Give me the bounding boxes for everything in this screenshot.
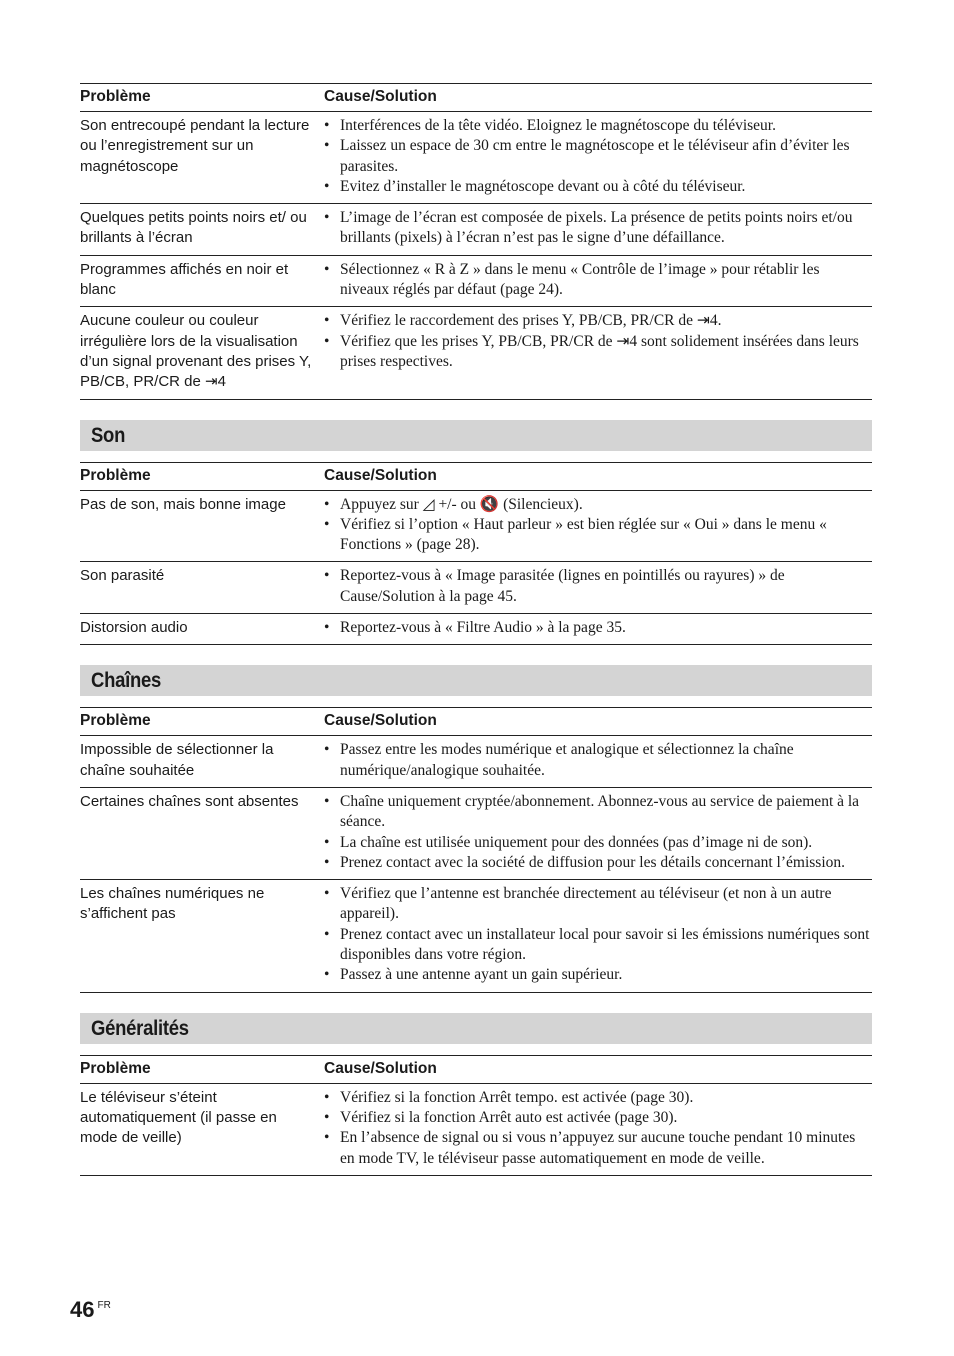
solution-cell bbox=[324, 880, 872, 992]
section-son bbox=[80, 420, 872, 646]
solution-item: • Sélectionnez « R à Z » dans le menu « Contrôle de l’image » pour rétablir les niveaux réglés par défaut (page 24). bbox=[324, 260, 872, 301]
solution-item: • Vérifiez si l’option « Haut parleur » est bien réglée sur « Oui » dans le menu « Fonctions » (page 28). bbox=[324, 515, 872, 556]
table-row bbox=[80, 255, 872, 307]
table-row bbox=[80, 490, 872, 562]
table-row bbox=[80, 112, 872, 204]
solution-item: • Interférences de la tête vidéo. Eloignez le magnétoscope du téléviseur. bbox=[324, 116, 872, 136]
solution-item: • Prenez contact avec un installateur local pour savoir si les émissions numériques sont disponibles dans votre région. bbox=[324, 925, 872, 966]
problem-cell: Les chaînes numériques ne s’affichent pas bbox=[80, 880, 324, 992]
solution-item: • Evitez d’installer le magnétoscope devant ou à côté du téléviseur. bbox=[324, 177, 872, 197]
problem-cell: Impossible de sélectionner la chaîne souhaitée bbox=[80, 736, 324, 788]
section-title: Son bbox=[80, 420, 872, 451]
table-row bbox=[80, 1083, 872, 1175]
problem-cell: Aucune couleur ou couleur irrégulière lors de la visualisation d’un signal provenant des prises Y, PB/CB, PR/CR de ⇥4 bbox=[80, 307, 324, 399]
solution-item: • La chaîne est utilisée uniquement pour des données (pas d’image ni de son). bbox=[324, 833, 872, 853]
table-row bbox=[80, 614, 872, 645]
solution-item: • Reportez-vous à « Filtre Audio » à la page 35. bbox=[324, 618, 872, 638]
troubleshooting-content bbox=[80, 83, 872, 1176]
solution-cell bbox=[324, 204, 872, 256]
solution-item: • Reportez-vous à « Image parasitée (lignes en pointillés ou rayures) » de Cause/Solution à la page 45. bbox=[324, 566, 872, 607]
column-header-problem: Problème bbox=[80, 84, 324, 112]
solution-item: • Vérifiez si la fonction Arrêt auto est activée (page 30). bbox=[324, 1108, 872, 1128]
language-code: FR bbox=[97, 1300, 111, 1311]
table-row bbox=[80, 736, 872, 788]
troubleshooting-table bbox=[80, 1055, 872, 1176]
problem-cell: Distorsion audio bbox=[80, 614, 324, 645]
section-title: Chaînes bbox=[80, 665, 872, 696]
column-header-problem: Problème bbox=[80, 708, 324, 736]
solution-cell bbox=[324, 255, 872, 307]
table-row bbox=[80, 787, 872, 879]
column-header-solution: Cause/Solution bbox=[324, 84, 872, 112]
solution-item: • Appuyez sur ◿ +/- ou 🔇 (Silencieux). bbox=[324, 495, 872, 515]
section-chaines bbox=[80, 665, 872, 992]
page-footer bbox=[70, 1297, 111, 1323]
problem-cell: Pas de son, mais bonne image bbox=[80, 490, 324, 562]
solution-item: • Laissez un espace de 30 cm entre le magnétoscope et le téléviseur afin d’éviter les parasites. bbox=[324, 136, 872, 177]
problem-cell: Son entrecoupé pendant la lecture ou l’enregistrement sur un magnétoscope bbox=[80, 112, 324, 204]
solution-item: • Prenez contact avec la société de diffusion pour les détails concernant l’émission. bbox=[324, 853, 872, 873]
troubleshooting-table bbox=[80, 707, 872, 992]
table-row bbox=[80, 307, 872, 399]
column-header-solution: Cause/Solution bbox=[324, 708, 872, 736]
solution-cell bbox=[324, 307, 872, 399]
solution-item: • En l’absence de signal ou si vous n’appuyez sur aucune touche pendant 10 minutes en mode TV, le téléviseur passe automatiquement en mode de veille. bbox=[324, 1128, 872, 1169]
column-header-solution: Cause/Solution bbox=[324, 1055, 872, 1083]
problem-cell: Le téléviseur s’éteint automatiquement (il passe en mode de veille) bbox=[80, 1083, 324, 1175]
solution-item: • L’image de l’écran est composée de pixels. La présence de petits points noirs et/ou brillants (pixels) à l’écran n’est pas le signe d’une défaillance. bbox=[324, 208, 872, 249]
solution-cell bbox=[324, 614, 872, 645]
table-row bbox=[80, 562, 872, 614]
page-number: 46 bbox=[70, 1297, 95, 1322]
column-header-problem: Problème bbox=[80, 462, 324, 490]
solution-item: • Vérifiez si la fonction Arrêt tempo. est activée (page 30). bbox=[324, 1088, 872, 1108]
problem-cell: Certaines chaînes sont absentes bbox=[80, 787, 324, 879]
section-generalites bbox=[80, 1013, 872, 1176]
solution-cell bbox=[324, 112, 872, 204]
problem-cell: Son parasité bbox=[80, 562, 324, 614]
solution-item: • Passez à une antenne ayant un gain supérieur. bbox=[324, 965, 872, 985]
table-row bbox=[80, 880, 872, 992]
problem-cell: Quelques petits points noirs et/ ou brillants à l’écran bbox=[80, 204, 324, 256]
solution-cell bbox=[324, 787, 872, 879]
column-header-solution: Cause/Solution bbox=[324, 462, 872, 490]
column-header-problem: Problème bbox=[80, 1055, 324, 1083]
solution-item: • Vérifiez le raccordement des prises Y, PB/CB, PR/CR de ⇥4. bbox=[324, 311, 872, 331]
section-title: Généralités bbox=[80, 1013, 872, 1044]
solution-cell bbox=[324, 490, 872, 562]
solution-cell bbox=[324, 736, 872, 788]
solution-cell bbox=[324, 1083, 872, 1175]
troubleshooting-table bbox=[80, 83, 872, 400]
solution-item: • Vérifiez que les prises Y, PB/CB, PR/CR de ⇥4 sont solidement insérées dans leurs prises respectives. bbox=[324, 332, 872, 373]
solution-item: • Passez entre les modes numérique et analogique et sélectionnez la chaîne numérique/analogique souhaitée. bbox=[324, 740, 872, 781]
solution-cell bbox=[324, 562, 872, 614]
solution-item: • Vérifiez que l’antenne est branchée directement au téléviseur (et non à un autre appareil). bbox=[324, 884, 872, 925]
section-0 bbox=[80, 83, 872, 400]
solution-item: • Chaîne uniquement cryptée/abonnement. Abonnez-vous au service de paiement à la séance. bbox=[324, 792, 872, 833]
table-row bbox=[80, 204, 872, 256]
troubleshooting-table bbox=[80, 462, 872, 646]
problem-cell: Programmes affichés en noir et blanc bbox=[80, 255, 324, 307]
